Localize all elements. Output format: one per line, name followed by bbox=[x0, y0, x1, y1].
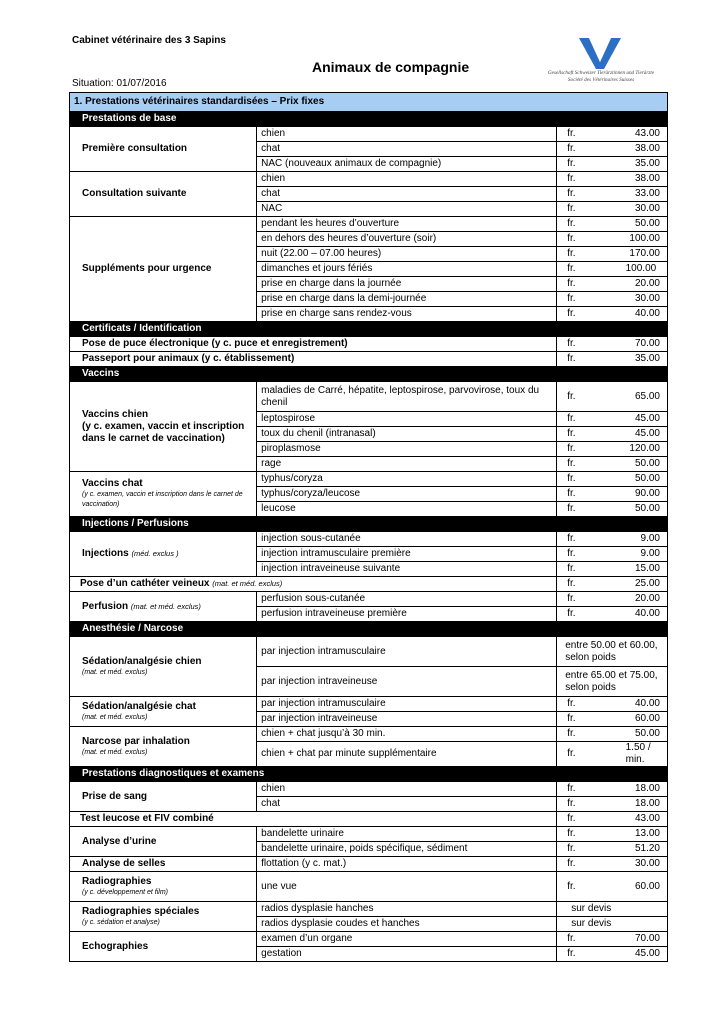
price-note: sur devis bbox=[557, 902, 668, 917]
price-note: sur devis bbox=[557, 917, 668, 932]
logo-text-de: Gesellschaft Schweizer Tierärztinnen und Tierärzte bbox=[547, 70, 655, 76]
table-row bbox=[70, 782, 668, 797]
currency: fr. bbox=[557, 502, 581, 517]
gst-v-logo-icon bbox=[575, 36, 625, 70]
group-injections bbox=[70, 532, 257, 577]
group-title: Sédation/analgésie chat bbox=[82, 700, 196, 712]
price: 38.00 bbox=[581, 172, 668, 187]
row-desc: chat bbox=[257, 187, 557, 202]
row-desc: examen d’un organe bbox=[257, 932, 557, 947]
currency: fr. bbox=[557, 262, 581, 277]
currency: fr. bbox=[557, 472, 581, 487]
price: 45.00 bbox=[581, 412, 668, 427]
row-desc: radios dysplasie hanches bbox=[257, 902, 557, 917]
section-vaccins: Vaccins bbox=[70, 367, 668, 382]
group-title: Vaccins chat bbox=[82, 478, 143, 489]
row-desc: toux du chenil (intranasal) bbox=[257, 427, 557, 442]
currency: fr. bbox=[557, 277, 581, 292]
row-desc: flottation (y c. mat.) bbox=[257, 857, 557, 872]
row-desc: typhus/coryza/leucose bbox=[257, 487, 557, 502]
price: 40.00 bbox=[581, 307, 668, 322]
row-desc: par injection intraveineuse bbox=[257, 667, 557, 697]
row-desc: piroplasmose bbox=[257, 442, 557, 457]
row-desc: bandelette urinaire bbox=[257, 827, 557, 842]
price: 90.00 bbox=[581, 487, 668, 502]
price: 50.00 bbox=[581, 217, 668, 232]
price: 45.00 bbox=[581, 427, 668, 442]
row-desc: perfusion sous-cutanée bbox=[257, 592, 557, 607]
row-desc: NAC (nouveaux animaux de compagnie) bbox=[257, 157, 557, 172]
price: 40.00 bbox=[581, 697, 668, 712]
price: 43.00 bbox=[581, 812, 668, 827]
section-base: Prestations de base bbox=[70, 112, 668, 127]
price: 50.00 bbox=[581, 472, 668, 487]
table-row bbox=[70, 172, 668, 187]
section-diagnostiques: Prestations diagnostiques et examens bbox=[70, 767, 668, 782]
currency: fr. bbox=[557, 812, 581, 827]
price: 35.00 bbox=[581, 157, 668, 172]
price: 20.00 bbox=[581, 277, 668, 292]
row-desc: prise en charge dans la demi-journée bbox=[257, 292, 557, 307]
table-row bbox=[70, 812, 668, 827]
currency: fr. bbox=[557, 157, 581, 172]
row-desc: maladies de Carré, hépatite, leptospirose, parvovirose, toux du chenil bbox=[257, 382, 557, 412]
row-desc: injection intraveineuse suivante bbox=[257, 562, 557, 577]
group-analyse-selles: Analyse de selles bbox=[70, 857, 257, 872]
group-puce: Pose de puce électronique (y c. puce et enregistrement) bbox=[70, 337, 557, 352]
currency: fr. bbox=[557, 247, 581, 262]
row-desc: chien + chat par minute supplémentaire bbox=[257, 742, 557, 767]
row-desc: gestation bbox=[257, 947, 557, 962]
row-desc: prise en charge dans la journée bbox=[257, 277, 557, 292]
price: 1.50 / min. bbox=[581, 742, 668, 767]
currency: fr. bbox=[557, 292, 581, 307]
price: 60.00 bbox=[581, 872, 668, 902]
table-row bbox=[70, 902, 668, 917]
price: 60.00 bbox=[581, 712, 668, 727]
price: 13.00 bbox=[581, 827, 668, 842]
currency: fr. bbox=[557, 217, 581, 232]
group-title: Narcose par inhalation bbox=[82, 735, 190, 747]
group-title-line: (y c. examen, vaccin et inscription bbox=[82, 420, 245, 432]
table-row bbox=[70, 382, 668, 412]
row-desc: chien bbox=[257, 782, 557, 797]
row-desc: chien + chat jusqu’à 30 min. bbox=[257, 727, 557, 742]
currency: fr. bbox=[557, 187, 581, 202]
group-sedation-chat bbox=[70, 697, 257, 727]
page-title: Animaux de compagnie bbox=[312, 59, 470, 75]
currency: fr. bbox=[557, 842, 581, 857]
row-desc: NAC bbox=[257, 202, 557, 217]
price: 120.00 bbox=[581, 442, 668, 457]
situation-date: Situation: 01/07/2016 bbox=[72, 78, 167, 89]
currency: fr. bbox=[557, 442, 581, 457]
row-desc: une vue bbox=[257, 872, 557, 902]
currency: fr. bbox=[557, 712, 581, 727]
row-desc: par injection intramusculaire bbox=[257, 697, 557, 712]
price: 50.00 bbox=[581, 727, 668, 742]
currency: fr. bbox=[557, 382, 581, 412]
row-desc: leucose bbox=[257, 502, 557, 517]
price: 30.00 bbox=[581, 202, 668, 217]
row-desc: typhus/coryza bbox=[257, 472, 557, 487]
group-perfusion bbox=[70, 592, 257, 622]
group-title-line: dans le carnet de vaccination) bbox=[82, 432, 225, 444]
group-subtitle: (mat. et méd. exclus) bbox=[82, 713, 148, 721]
price: 70.00 bbox=[581, 337, 668, 352]
table-row bbox=[70, 637, 668, 667]
table-row bbox=[70, 532, 668, 547]
group-subtitle: (y c. examen, vaccin et inscription dans le carnet de vaccination) bbox=[82, 491, 243, 508]
price: 15.00 bbox=[581, 562, 668, 577]
currency: fr. bbox=[557, 697, 581, 712]
price: 100.00 bbox=[581, 232, 668, 247]
price: 40.00 bbox=[581, 607, 668, 622]
price: 20.00 bbox=[581, 592, 668, 607]
table-row bbox=[70, 127, 668, 142]
row-desc: chien bbox=[257, 127, 557, 142]
table-row bbox=[70, 352, 668, 367]
currency: fr. bbox=[557, 352, 581, 367]
currency: fr. bbox=[557, 127, 581, 142]
currency: fr. bbox=[557, 532, 581, 547]
currency: fr. bbox=[557, 827, 581, 842]
group-title: Perfusion bbox=[82, 600, 129, 612]
table-heading: 1. Prestations vétérinaires standardisées – Prix fixes bbox=[70, 93, 668, 112]
group-title: Radiographies bbox=[82, 875, 152, 887]
group-subtitle: (mat. et méd. exclus) bbox=[212, 579, 283, 588]
currency: fr. bbox=[557, 607, 581, 622]
currency: fr. bbox=[557, 782, 581, 797]
currency: fr. bbox=[557, 932, 581, 947]
row-desc: injection sous-cutanée bbox=[257, 532, 557, 547]
row-desc: en dehors des heures d’ouverture (soir) bbox=[257, 232, 557, 247]
price: 100.00 bbox=[581, 262, 668, 277]
currency: fr. bbox=[557, 307, 581, 322]
row-desc: rage bbox=[257, 457, 557, 472]
price: 35.00 bbox=[581, 352, 668, 367]
table-row bbox=[70, 872, 668, 902]
row-desc: par injection intraveineuse bbox=[257, 712, 557, 727]
group-sedation-chien bbox=[70, 637, 257, 697]
currency: fr. bbox=[557, 592, 581, 607]
group-title: Radiographies spéciales bbox=[82, 905, 200, 917]
table-row bbox=[70, 577, 668, 592]
currency: fr. bbox=[557, 202, 581, 217]
group-prise-de-sang: Prise de sang bbox=[70, 782, 257, 812]
group-supplements-urgence: Suppléments pour urgence bbox=[70, 217, 257, 322]
currency: fr. bbox=[557, 337, 581, 352]
group-subtitle: (méd. exclus ) bbox=[131, 549, 179, 558]
row-desc: dimanches et jours fériés bbox=[257, 262, 557, 277]
table-row bbox=[70, 217, 668, 232]
currency: fr. bbox=[557, 457, 581, 472]
group-vaccins-chien bbox=[70, 382, 257, 472]
price: 18.00 bbox=[581, 782, 668, 797]
currency: fr. bbox=[557, 232, 581, 247]
price: 38.00 bbox=[581, 142, 668, 157]
table-row bbox=[70, 857, 668, 872]
table-row bbox=[70, 932, 668, 947]
price: 30.00 bbox=[581, 292, 668, 307]
table-row bbox=[70, 827, 668, 842]
price: 50.00 bbox=[581, 457, 668, 472]
price: 25.00 bbox=[581, 577, 668, 592]
table-row bbox=[70, 337, 668, 352]
row-desc: chat bbox=[257, 797, 557, 812]
price-note-line: entre 50.00 et 60.00, bbox=[565, 639, 658, 651]
currency: fr. bbox=[557, 427, 581, 442]
group-echographies: Echographies bbox=[70, 932, 257, 962]
currency: fr. bbox=[557, 487, 581, 502]
row-desc: chien bbox=[257, 172, 557, 187]
group-title: Injections bbox=[82, 548, 129, 559]
row-desc: leptospirose bbox=[257, 412, 557, 427]
section-injections: Injections / Perfusions bbox=[70, 517, 668, 532]
row-desc: nuit (22.00 – 07.00 heures) bbox=[257, 247, 557, 262]
group-subtitle: (mat. et méd. exclus) bbox=[82, 748, 148, 756]
price: 33.00 bbox=[581, 187, 668, 202]
currency: fr. bbox=[557, 742, 581, 767]
group-narcose bbox=[70, 727, 257, 767]
table-row bbox=[70, 697, 668, 712]
currency: fr. bbox=[557, 172, 581, 187]
group-title: Sédation/analgésie chien bbox=[82, 655, 202, 667]
currency: fr. bbox=[557, 577, 581, 592]
row-desc: perfusion intraveineuse première bbox=[257, 607, 557, 622]
price-note-line: entre 65.00 et 75.00, bbox=[565, 669, 658, 681]
price-note bbox=[557, 667, 668, 697]
logo-text-fr: Société des Vétérinaires Suisses bbox=[567, 77, 635, 83]
section-certificats: Certificats / Identification bbox=[70, 322, 668, 337]
row-desc: pendant les heures d’ouverture bbox=[257, 217, 557, 232]
price: 65.00 bbox=[581, 382, 668, 412]
group-radiographies bbox=[70, 872, 257, 902]
group-subtitle: (y c. développement et film) bbox=[82, 888, 168, 896]
currency: fr. bbox=[557, 547, 581, 562]
group-radiographies-speciales bbox=[70, 902, 257, 932]
group-subtitle: (mat. et méd. exclus) bbox=[130, 601, 201, 611]
gst-logo bbox=[536, 36, 666, 92]
price-note-line: selon poids bbox=[565, 651, 616, 663]
price: 50.00 bbox=[581, 502, 668, 517]
price: 70.00 bbox=[581, 932, 668, 947]
group-catheter bbox=[70, 577, 557, 592]
currency: fr. bbox=[557, 412, 581, 427]
group-analyse-urine: Analyse d’urine bbox=[70, 827, 257, 857]
group-title: Vaccins chien bbox=[82, 408, 149, 420]
row-desc: bandelette urinaire, poids spécifique, sédiment bbox=[257, 842, 557, 857]
table-row bbox=[70, 472, 668, 487]
price: 45.00 bbox=[581, 947, 668, 962]
currency: fr. bbox=[557, 142, 581, 157]
table-row bbox=[70, 727, 668, 742]
price-note bbox=[557, 637, 668, 667]
group-consultation-suivante: Consultation suivante bbox=[70, 172, 257, 217]
price: 9.00 bbox=[581, 532, 668, 547]
currency: fr. bbox=[557, 797, 581, 812]
group-vaccins-chat bbox=[70, 472, 257, 517]
group-test-leucose: Test leucose et FIV combiné bbox=[70, 812, 557, 827]
group-subtitle: (y c. sédation et analyse) bbox=[82, 918, 160, 926]
row-desc: par injection intramusculaire bbox=[257, 637, 557, 667]
row-desc: prise en charge sans rendez-vous bbox=[257, 307, 557, 322]
price: 43.00 bbox=[581, 127, 668, 142]
group-subtitle: (mat. et méd. exclus) bbox=[82, 668, 148, 676]
group-passeport: Passeport pour animaux (y c. établissement) bbox=[70, 352, 557, 367]
currency: fr. bbox=[557, 727, 581, 742]
section-anesthesie: Anesthésie / Narcose bbox=[70, 622, 668, 637]
row-desc: chat bbox=[257, 142, 557, 157]
price-table bbox=[69, 92, 668, 962]
table-row bbox=[70, 592, 668, 607]
row-desc: injection intramusculaire première bbox=[257, 547, 557, 562]
price: 9.00 bbox=[581, 547, 668, 562]
currency: fr. bbox=[557, 872, 581, 902]
currency: fr. bbox=[557, 947, 581, 962]
currency: fr. bbox=[557, 562, 581, 577]
group-premiere-consultation: Première consultation bbox=[70, 127, 257, 172]
group-title: Pose d’un cathéter veineux bbox=[80, 578, 210, 589]
row-desc: radios dysplasie coudes et hanches bbox=[257, 917, 557, 932]
price: 30.00 bbox=[581, 857, 668, 872]
clinic-name: Cabinet vétérinaire des 3 Sapins bbox=[72, 35, 226, 46]
price: 51.20 bbox=[581, 842, 668, 857]
price: 170.00 bbox=[581, 247, 668, 262]
price: 18.00 bbox=[581, 797, 668, 812]
price-note-line: selon poids bbox=[565, 681, 616, 693]
currency: fr. bbox=[557, 857, 581, 872]
